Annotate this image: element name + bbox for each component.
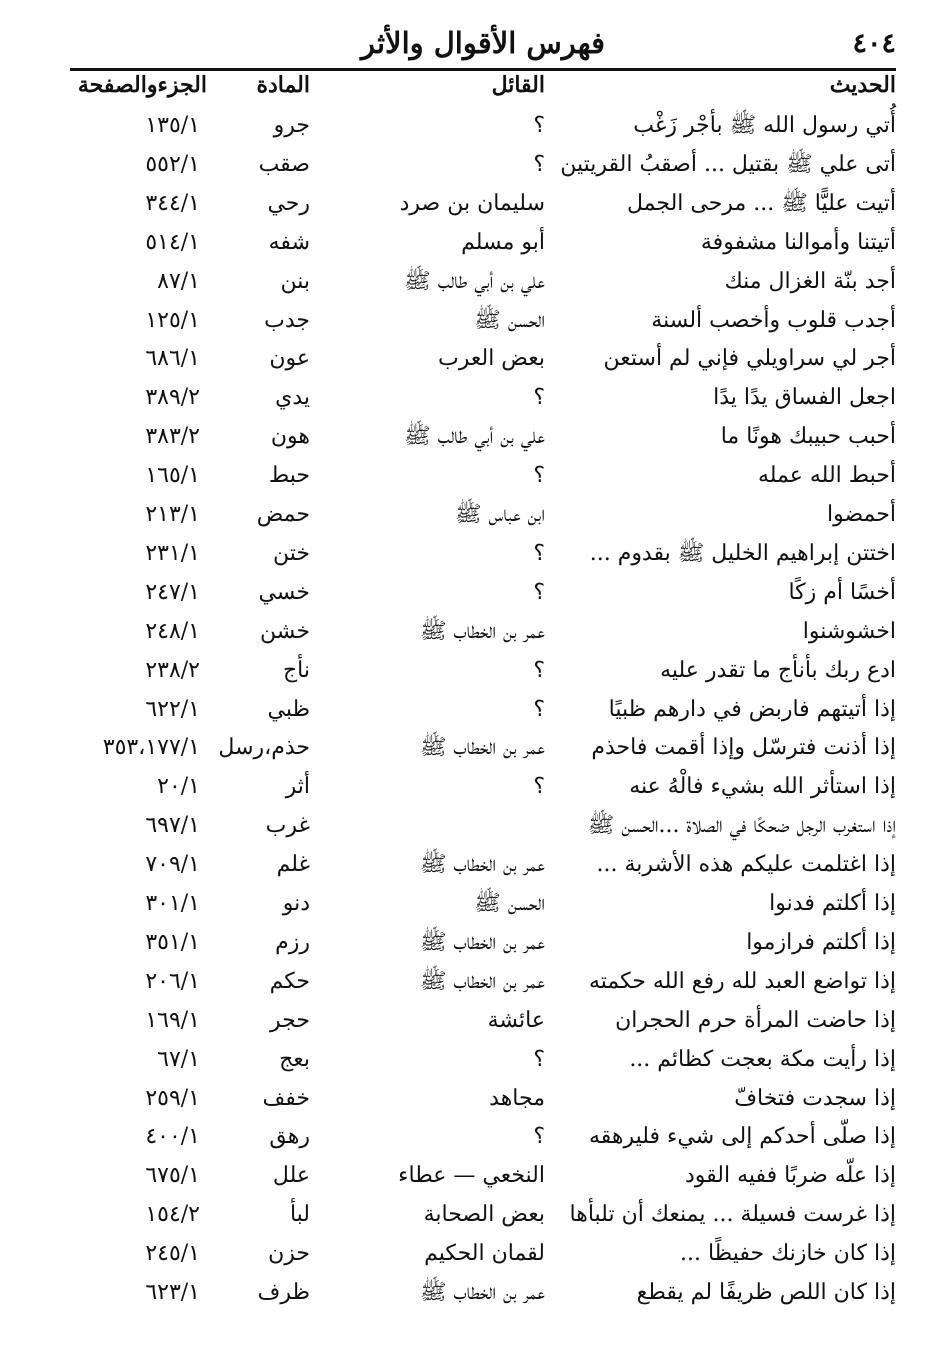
speaker: عمر بن الخطاب ﷺ bbox=[419, 852, 545, 878]
root-word: نأج bbox=[282, 657, 310, 683]
volume-page: ١٥٤/٢ bbox=[145, 1202, 200, 1228]
page-number: ٤٠٤ bbox=[852, 28, 896, 59]
hadith-text: إذا سجدت فتخافّ bbox=[734, 1085, 896, 1111]
volume-page: ١٦٩/١ bbox=[145, 1007, 200, 1033]
root-word: رحي bbox=[267, 190, 310, 216]
hadith-text: إذا رأيت مكة بعجت كظائم ... bbox=[629, 1046, 896, 1072]
root-word: خشن bbox=[260, 618, 310, 644]
hadith-text: إذا صلّى أحدكم إلى شيء فليرهقه bbox=[588, 1124, 896, 1150]
hadith-text: إذا كان خازنك حفيظًا ... bbox=[679, 1241, 896, 1267]
hadith-text: إذا استأثر الله بشيء فالْهُ عنه bbox=[629, 774, 896, 800]
hadith-text: إذا حاضت المرأة حرم الحجران bbox=[615, 1007, 896, 1033]
speaker: ؟ bbox=[533, 1124, 545, 1150]
hadith-text: ادع ربك بأنأج ما تقدر عليه bbox=[660, 657, 896, 683]
hadith-text: أتيتنا وأموالنا مشفوفة bbox=[700, 229, 896, 255]
hadith-text: أتى علي ﷺ بقتيل ... أصقبُ القريتين bbox=[560, 151, 896, 177]
hadith-text: إذا كان اللص ظريفًا لم يقطع bbox=[636, 1280, 896, 1305]
root-word: شفه bbox=[268, 229, 310, 255]
hadith-text: اختتن إبراهيم الخليل ﷺ بقدوم ... bbox=[589, 540, 896, 566]
speaker: عمر بن الخطاب ﷺ bbox=[419, 618, 545, 644]
volume-page: ٢٠/١ bbox=[157, 774, 200, 800]
hadith-text: إذا أذنت فترسّل وإذا أقمت فاحذم bbox=[591, 735, 896, 761]
root-word: ظرف bbox=[257, 1280, 310, 1305]
volume-page: ٢٤٧/١ bbox=[145, 579, 200, 605]
hadith-text: أُتي رسول الله ﷺ بأجْر زَغْب bbox=[633, 113, 896, 138]
root-word: خفف bbox=[262, 1085, 310, 1111]
volume-page: ٥١٤/١ bbox=[145, 229, 200, 255]
volume-page: ٨٧/١ bbox=[157, 268, 200, 294]
volume-page: ١٣٥/١ bbox=[145, 113, 200, 138]
root-word: خسي bbox=[258, 579, 310, 605]
root-word: ظبي bbox=[267, 696, 310, 722]
page-header bbox=[70, 24, 896, 71]
root-word: أثر bbox=[285, 774, 310, 800]
speaker: ؟ bbox=[533, 774, 545, 800]
speaker: بعض الصحابة bbox=[423, 1202, 545, 1228]
hadith-text: إذا غرست فسيلة ... يمنعك أن تلبأها bbox=[569, 1202, 896, 1228]
hadith-text: إذا أتيتهم فاربض في دارهم ظبيًا bbox=[608, 696, 896, 722]
speaker: ؟ bbox=[533, 385, 545, 411]
volume-page: ٦٧/١ bbox=[157, 1046, 200, 1072]
hadith-text: أحمضوا bbox=[827, 502, 896, 527]
volume-page: ٥٥٢/١ bbox=[145, 151, 200, 177]
volume-page: ٧٠٩/١ bbox=[145, 852, 200, 878]
speaker: ؟ bbox=[533, 113, 545, 138]
volume-page: ٦٢٣/١ bbox=[145, 1280, 200, 1305]
speaker: عمر بن الخطاب ﷺ bbox=[419, 735, 545, 761]
column-header-root: المادة bbox=[256, 72, 310, 98]
volume-page: ٢٤٥/١ bbox=[145, 1241, 200, 1267]
volume-page: ٣٠١/١ bbox=[145, 891, 200, 916]
speaker: سليمان بن صرد bbox=[399, 190, 545, 216]
hadith-text: إذا تواضع العبد لله رفع الله حكمته bbox=[588, 968, 896, 994]
root-word: غرب bbox=[265, 813, 310, 839]
speaker: علي بن أبي طالب ﷺ bbox=[404, 268, 545, 294]
speaker: ؟ bbox=[533, 463, 545, 489]
root-word: عون bbox=[269, 346, 310, 372]
column-header-speaker: القائل bbox=[491, 72, 545, 98]
root-word: بعج bbox=[279, 1046, 310, 1072]
root-word: جدب bbox=[264, 307, 310, 333]
page-title: فهرس الأقوال والأثر bbox=[360, 26, 606, 60]
volume-page: ٣٤٤/١ bbox=[145, 190, 200, 216]
speaker: ؟ bbox=[533, 540, 545, 566]
root-word: ختن bbox=[273, 540, 310, 566]
volume-page: ١٦٥/١ bbox=[145, 463, 200, 489]
root-word: لبأ bbox=[289, 1202, 310, 1228]
volume-page: ٣٥٣،١٧٧/١ bbox=[102, 735, 200, 761]
root-word: رزم bbox=[275, 929, 310, 955]
column-header-volume-page: الجزءوالصفحة bbox=[77, 72, 207, 98]
speaker: لقمان الحكيم bbox=[424, 1241, 545, 1267]
speaker: عمر بن الخطاب ﷺ bbox=[419, 929, 545, 955]
hadith-text: أجد بنّة الغزال منك bbox=[724, 268, 896, 294]
volume-page: ٦٢٢/١ bbox=[145, 696, 200, 722]
volume-page: ١٢٥/١ bbox=[145, 307, 200, 333]
volume-page: ٣٨٩/٢ bbox=[145, 385, 200, 411]
volume-page: ٦٧٥/١ bbox=[145, 1163, 200, 1189]
volume-page: ٦٩٧/١ bbox=[145, 813, 200, 839]
hadith-text: أتيت عليًّا ﷺ ... مرحى الجمل bbox=[626, 190, 896, 216]
speaker: مجاهد bbox=[489, 1085, 545, 1111]
root-word: حجر bbox=[270, 1007, 310, 1033]
volume-page: ٢١٣/١ bbox=[145, 502, 200, 527]
speaker: عائشة bbox=[487, 1007, 545, 1033]
hadith-text: إذا أكلتم فرازموا bbox=[746, 929, 896, 955]
speaker: ؟ bbox=[533, 579, 545, 605]
root-word: حمض bbox=[256, 502, 310, 527]
column-header-hadith: الحديث bbox=[829, 72, 896, 98]
hadith-text: إذا اغتلمت عليكم هذه الأشربة ... bbox=[596, 852, 896, 878]
speaker: ؟ bbox=[533, 657, 545, 683]
root-word: يدي bbox=[275, 385, 310, 411]
volume-page: ٢٣١/١ bbox=[145, 540, 200, 566]
speaker: الحسن ﷺ bbox=[474, 891, 545, 916]
speaker: ابن عباس ﷺ bbox=[454, 502, 545, 527]
hadith-text: أحبب حبيبك هونًا ما bbox=[720, 424, 896, 450]
speaker: ؟ bbox=[533, 696, 545, 722]
hadith-text: اخشوشنوا bbox=[802, 618, 896, 644]
root-word: حكم bbox=[269, 968, 310, 994]
speaker: بعض العرب bbox=[438, 346, 545, 372]
root-word: دنو bbox=[282, 891, 310, 916]
root-word: حبط bbox=[268, 463, 310, 489]
speaker: ؟ bbox=[533, 151, 545, 177]
root-word: جرو bbox=[273, 113, 310, 138]
volume-page: ٢٣٨/٢ bbox=[145, 657, 200, 683]
hadith-text: أخسًا أم زكًا bbox=[788, 579, 896, 605]
volume-page: ٢٠٦/١ bbox=[145, 968, 200, 994]
volume-page: ٢٤٨/١ bbox=[145, 618, 200, 644]
speaker: أبو مسلم bbox=[461, 229, 545, 255]
hadith-text: اجعل الفساق يدًا يدًا bbox=[713, 385, 896, 411]
hadith-text: أحبط الله عمله bbox=[757, 463, 896, 489]
hadith-text: أجر لي سراويلي فإني لم أستعن bbox=[603, 346, 896, 372]
speaker: الحسن ﷺ bbox=[474, 307, 545, 333]
speaker: ؟ bbox=[533, 1046, 545, 1072]
root-word: حذم،رسل bbox=[218, 735, 310, 761]
volume-page: ٢٥٩/١ bbox=[145, 1085, 200, 1111]
hadith-text: إذا استغرب الرجل ضحكًا في الصلاة ...الحسن ﷺ bbox=[587, 813, 896, 839]
speaker: عمر بن الخطاب ﷺ bbox=[419, 968, 545, 994]
root-word: غلم bbox=[276, 852, 310, 878]
root-word: صقب bbox=[258, 151, 310, 177]
root-word: علل bbox=[272, 1163, 310, 1189]
volume-page: ٣٥١/١ bbox=[145, 929, 200, 955]
volume-page: ٤٠٠/١ bbox=[145, 1124, 200, 1150]
root-word: حزن bbox=[268, 1241, 310, 1267]
speaker: النخعي — عطاء bbox=[398, 1163, 545, 1189]
hadith-text: إذا أكلتم فدنوا bbox=[769, 891, 896, 916]
speaker: عمر بن الخطاب ﷺ bbox=[419, 1280, 545, 1305]
speaker: علي بن أبي طالب ﷺ bbox=[404, 424, 545, 450]
root-word: رهق bbox=[269, 1124, 310, 1150]
root-word: هون bbox=[270, 424, 310, 450]
hadith-text: إذا علّه ضربًا ففيه القود bbox=[684, 1163, 896, 1189]
hadith-text: أجدب قلوب وأخصب ألسنة bbox=[651, 307, 896, 333]
volume-page: ٣٨٣/٢ bbox=[145, 424, 200, 450]
volume-page: ٦٨٦/١ bbox=[145, 346, 200, 372]
root-word: بنن bbox=[280, 268, 310, 294]
